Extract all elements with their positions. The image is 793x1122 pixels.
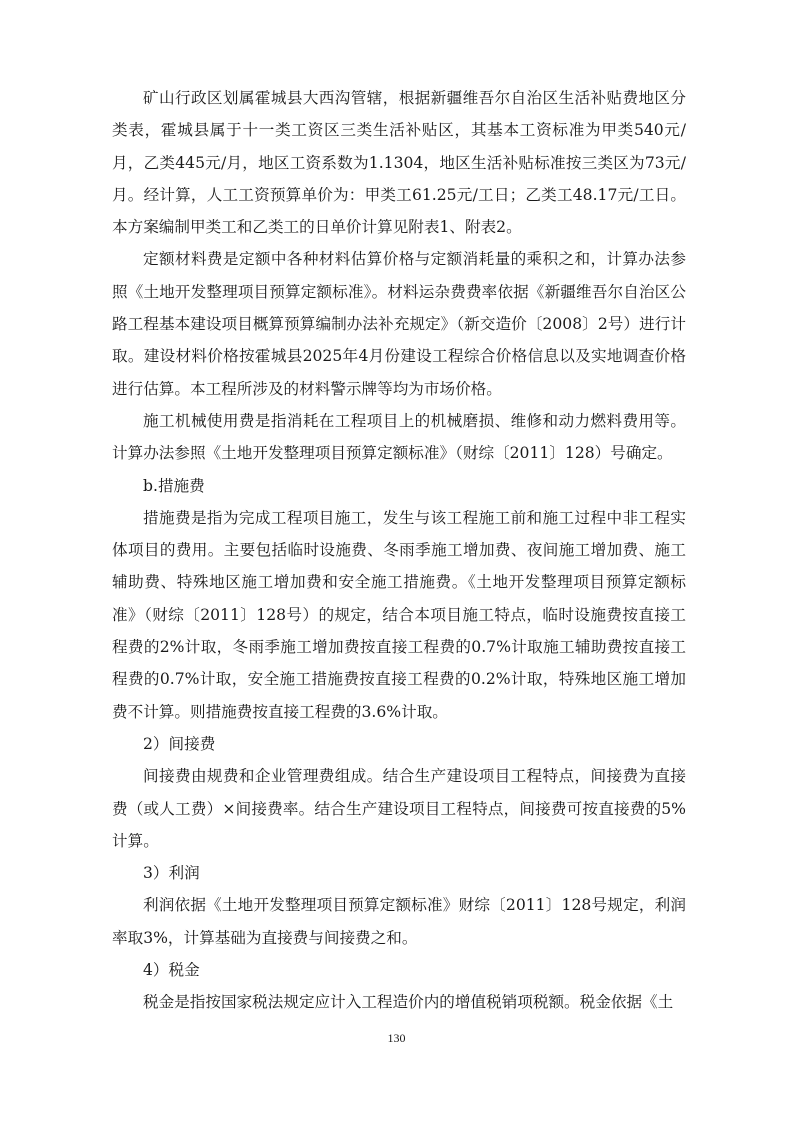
heading-indirect-fee: 2）间接费 [143,734,216,753]
heading-profit: 3）利润 [143,864,200,883]
paragraph-indirect-fee: 间接费由规费和企业管理费组成。结合生产建设项目工程特点，间接费为直接费（或人工费）×间接费率。结合生产建设项目工程特点，间接费可按直接费的5%计算。 [112,767,686,850]
paragraph-machinery-cost: 施工机械使用费是指消耗在工程项目上的机械磨损、维修和动力燃料费用等。计算办法参照《土地开发整理项目预算定额标准》（财综〔2011〕128）号确定。 [112,411,686,463]
heading-tax: 4）税金 [143,961,200,980]
paragraph-measures-fee: 措施费是指为完成工程项目施工，发生与该工程施工前和施工过程中非工程实体项目的费用。主要包括临时设施费、冬雨季施工增加费、夜间施工增加费、施工辅助费、特殊地区施工增加费和安全施工措施费。《土地开发整理项目预算定额标准》（财综〔2011〕128号）的规定，结合本项目施工特点，临时设施费按直接工程费的2%计取，冬雨季施工增加费按直接工程费的0.7%计取施工辅助费按直接工程费的0.7%计取，安全施工措施费按直接工程费的0.2%计取，特殊地区施工增加费不计算。则措施费按直接工程费的3.6%计取。 [112,508,686,721]
page-number: 130 [387,1031,406,1045]
heading-measures-fee: b.措施费 [143,476,205,495]
paragraph-tax: 税金是指按国家税法规定应计入工程造价内的增值税销项税额。税金依据《土 [143,993,674,1012]
paragraph-profit: 利润依据《土地开发整理项目预算定额标准》财综〔2011〕128号规定，利润率取3%，计算基础为直接费与间接费之和。 [112,896,686,947]
paragraph-material-cost: 定额材料费是定额中各种材料估算价格与定额消耗量的乘积之和，计算办法参照《土地开发整理项目预算定额标准》。材料运杂费费率依据《新疆维吾尔自治区公路工程基本建设项目概算预算编制办法补充规定》（新交造价〔2008〕2号）进行计取。建设材料价格按霍城县2025年4月份建设工程综合价格信息以及实地调查价格进行估算。本工程所涉及的材料警示牌等均为市场价格。 [112,250,686,398]
body-text [112,82,686,1019]
paragraph-labor-cost: 矿山行政区划属霍城县大西沟管辖，根据新疆维吾尔自治区生活补贴费地区分类表，霍城县属于十一类工资区三类生活补贴区，其基本工资标准为甲类540元/月，乙类445元/月，地区工资系数为1.1304，地区生活补贴标准按三类区为73元/月。经计算，人工工资预算单价为：甲类工61.25元/工日；乙类工48.17元/工日。本方案编制甲类工和乙类工的日单价计算见附表1、附表2。 [112,89,686,237]
